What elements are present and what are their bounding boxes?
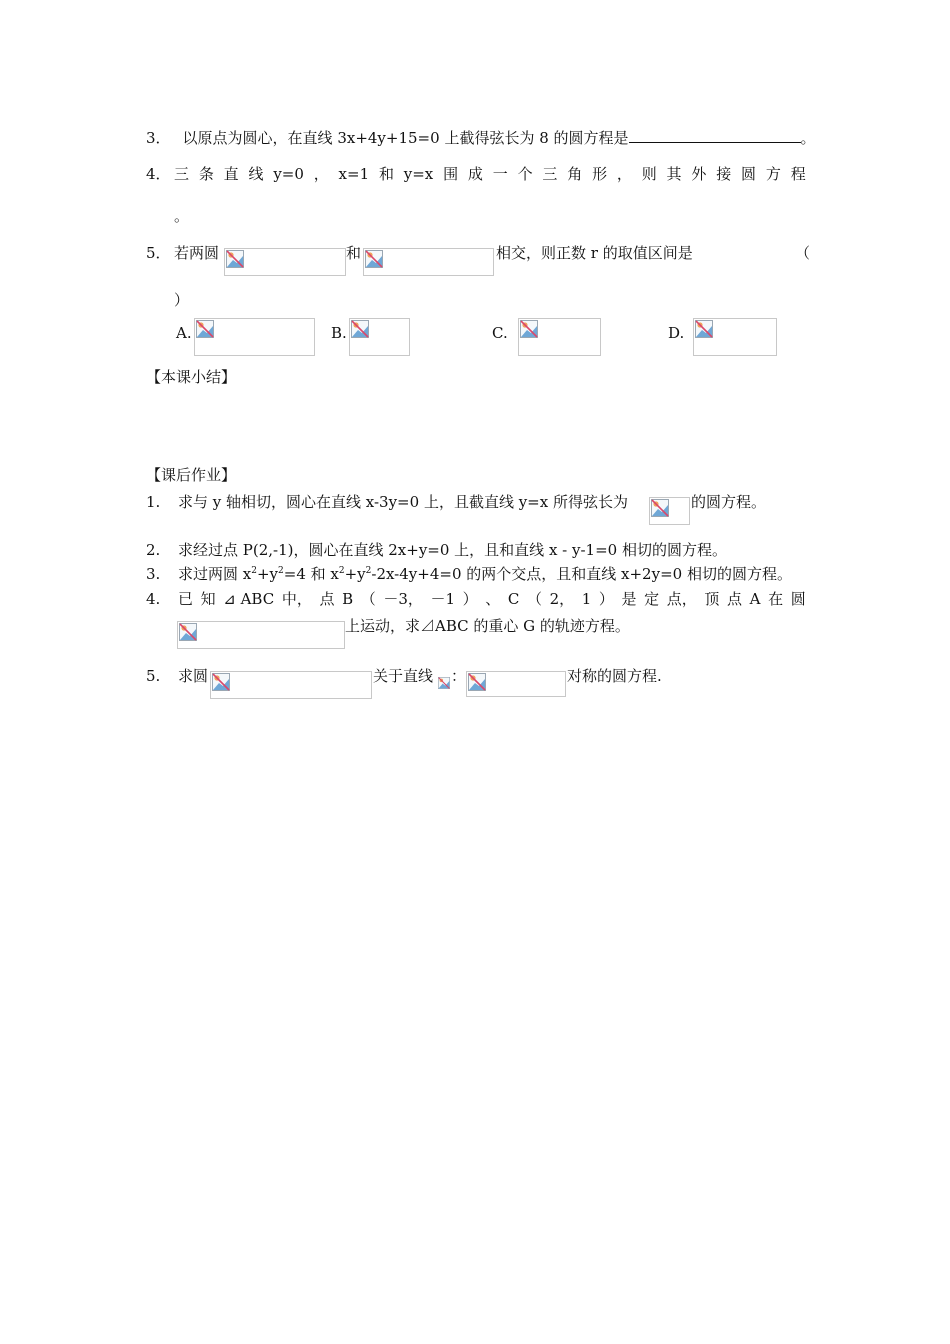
option-c-label: C. bbox=[492, 324, 508, 342]
h4-word: 定 bbox=[644, 590, 660, 608]
q4-word: 接 bbox=[716, 165, 732, 183]
q4-word: 个 bbox=[517, 165, 533, 183]
question-4-end: 。 bbox=[174, 207, 190, 225]
summary-heading: 【本课小结】 bbox=[146, 368, 237, 386]
broken-image-icon bbox=[695, 320, 713, 338]
h4-word: （ bbox=[526, 590, 542, 608]
h4-word: －1 bbox=[430, 590, 456, 608]
q4-word: 围 bbox=[443, 165, 459, 183]
homework-4-text bbox=[178, 589, 806, 609]
option-b-image bbox=[349, 318, 410, 356]
q4-word: 则 bbox=[641, 165, 657, 183]
option-c-image bbox=[518, 318, 601, 356]
question-4-text bbox=[174, 164, 806, 184]
h4-word: 点， bbox=[666, 590, 697, 608]
broken-image-icon bbox=[179, 623, 197, 641]
homework-4-end: 上运动，求⊿ABC 的重心 G 的轨迹方程。 bbox=[345, 617, 630, 635]
h4-word: 顶 bbox=[704, 590, 720, 608]
q4-word: 直 bbox=[223, 165, 239, 183]
q4-word: 线 bbox=[248, 165, 264, 183]
q4-word: 和 bbox=[378, 165, 394, 183]
h4-word: C bbox=[507, 590, 520, 608]
q4-word: 一 bbox=[492, 165, 508, 183]
q4-word: y=0 bbox=[273, 165, 304, 183]
h4-word: B bbox=[342, 590, 354, 608]
h4-word: －3， bbox=[383, 590, 423, 608]
question-5-text: 相交，则正数 r 的取值区间是 bbox=[496, 244, 693, 262]
h4-word: 知 bbox=[200, 590, 216, 608]
h4-word: 中， bbox=[281, 590, 312, 608]
h4-word: 1 bbox=[581, 590, 592, 608]
h4-word: 是 bbox=[621, 590, 637, 608]
homework-5-middle: 关于直线 bbox=[373, 667, 434, 685]
question-3-end: 。 bbox=[800, 129, 816, 147]
question-3-text: 以原点为圆心，在直线 3x+4y+15=0 上截得弦长为 8 的圆方程是 bbox=[182, 129, 629, 147]
broken-image-icon bbox=[438, 674, 450, 692]
homework-1-text: 求与 y 轴相切，圆心在直线 x-3y=0 上，且截直线 y=x 所得弦长为 bbox=[178, 493, 628, 511]
broken-image-icon bbox=[365, 250, 383, 268]
q4-word: y=x bbox=[403, 165, 434, 183]
broken-image-icon bbox=[212, 673, 230, 691]
circle-equation-image bbox=[177, 621, 345, 649]
h4-word: 2， bbox=[549, 590, 575, 608]
line-equation-image bbox=[466, 671, 566, 697]
q4-word: 条 bbox=[198, 165, 214, 183]
paren-open: （ bbox=[795, 244, 811, 262]
q4-word: 形 bbox=[592, 165, 608, 183]
q4-word: 圆 bbox=[741, 165, 757, 183]
q4-word: 其 bbox=[666, 165, 682, 183]
h4-word: ⊿ ABC bbox=[223, 590, 275, 608]
homework-heading: 【课后作业】 bbox=[146, 466, 237, 484]
option-d-label: D. bbox=[668, 324, 685, 342]
h4-word: 点 bbox=[319, 590, 335, 608]
homework-5-number: 5. bbox=[146, 667, 161, 685]
q4-word: 程 bbox=[790, 165, 806, 183]
h4-word: ） bbox=[598, 590, 614, 608]
broken-image-icon bbox=[651, 499, 669, 517]
h4-word: 点 bbox=[727, 590, 743, 608]
answer-blank bbox=[629, 128, 801, 143]
broken-image-icon bbox=[351, 320, 369, 338]
broken-image-icon bbox=[226, 250, 244, 268]
question-3 bbox=[146, 128, 816, 148]
question-5-and: 和 bbox=[346, 244, 362, 262]
homework-3-text: 求过两圆 $x^2+y^2=4$ 和 $x^2+y^2-2x-4y+4=0$ 的两个交点，且和直线 x+2y=0 相切的圆方程。 bbox=[178, 565, 792, 583]
q4-word: x=1 bbox=[338, 165, 370, 183]
option-a-image bbox=[194, 318, 315, 356]
h4-word: 在 bbox=[768, 590, 784, 608]
q4-word: ， bbox=[616, 165, 632, 183]
question-4-number: 4． bbox=[146, 165, 171, 183]
h4-word: 圆 bbox=[790, 590, 806, 608]
q4-word: 三 bbox=[174, 165, 190, 183]
q4-word: ， bbox=[313, 165, 329, 183]
line-name-image bbox=[438, 674, 450, 694]
option-b-label: B. bbox=[331, 324, 347, 342]
homework-2-number: 2. bbox=[146, 541, 161, 559]
h4-word: 已 bbox=[178, 590, 194, 608]
broken-image-icon bbox=[196, 320, 214, 338]
option-a-label: A. bbox=[176, 324, 192, 342]
homework-4-number: 4. bbox=[146, 590, 161, 608]
question-5-number: 5． bbox=[146, 244, 171, 262]
homework-2-text: 求经过点 P(2,-1)，圆心在直线 2x+y=0 上，且和直线 x - y-1=0 相切的圆方程。 bbox=[178, 541, 727, 559]
q4-word: 角 bbox=[567, 165, 583, 183]
chord-length-image bbox=[649, 497, 690, 525]
question-3-number: 3． bbox=[146, 129, 171, 147]
q4-word: 外 bbox=[691, 165, 707, 183]
h4-word: A bbox=[749, 590, 761, 608]
homework-3-number: 3. bbox=[146, 565, 161, 583]
circle2-formula-image bbox=[363, 248, 494, 276]
homework-1-end: 的圆方程。 bbox=[691, 493, 767, 511]
h4-word: ） bbox=[462, 590, 478, 608]
homework-5-end: 对称的圆方程. bbox=[567, 667, 662, 685]
broken-image-icon bbox=[520, 320, 538, 338]
q4-word: 方 bbox=[765, 165, 781, 183]
option-d-image bbox=[693, 318, 777, 356]
homework-5-prefix: 求圆 bbox=[178, 667, 209, 685]
broken-image-icon bbox=[468, 673, 486, 691]
homework-1-number: 1. bbox=[146, 493, 161, 511]
question-5-prefix: 若两圆 bbox=[174, 244, 220, 262]
paren-close: ） bbox=[174, 291, 190, 309]
circle1-formula-image bbox=[224, 248, 346, 276]
homework-5-colon: ： bbox=[451, 667, 467, 685]
q4-word: 成 bbox=[467, 165, 483, 183]
circle-formula-image bbox=[210, 671, 372, 699]
q4-word: 三 bbox=[542, 165, 558, 183]
h4-word: （ bbox=[360, 590, 376, 608]
h4-word: 、 bbox=[485, 590, 501, 608]
